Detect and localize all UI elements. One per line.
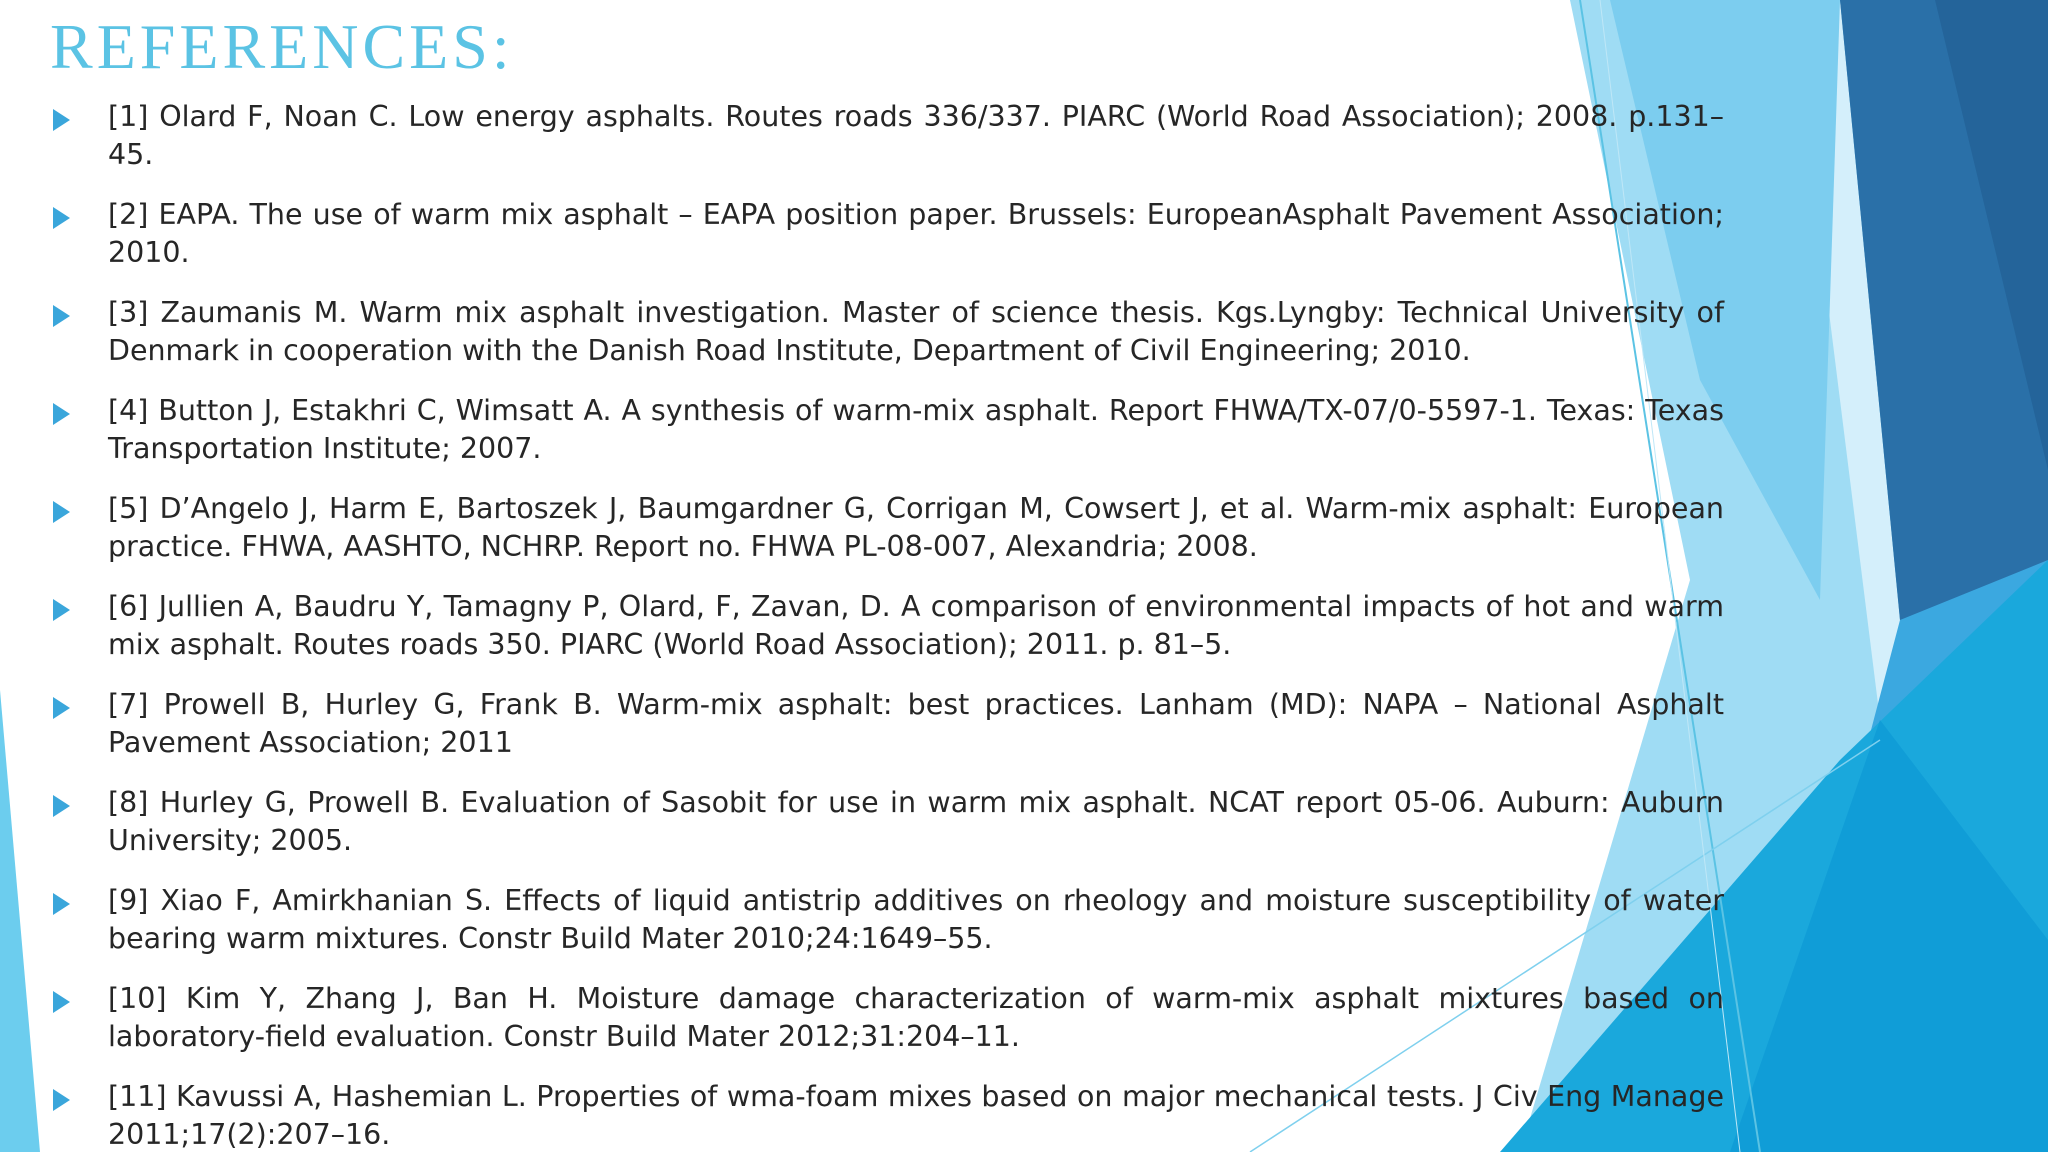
reference-item-2	[50, 194, 1724, 292]
reference-text: [4] Button J, Estakhri C, Wimsatt A. A synthesis of warm-mix asphalt. Report FHWA/TX-07/0-5597-1. Texas: Texas Transportation Institute; 2007.	[108, 394, 1724, 465]
bullet-arrow-icon	[53, 697, 70, 719]
reference-item-5	[50, 488, 1724, 586]
reference-list	[50, 96, 1724, 1174]
reference-item-10	[50, 978, 1724, 1076]
bullet-arrow-icon	[53, 501, 70, 523]
bullet-arrow-icon	[53, 207, 70, 229]
reference-text: [1] Olard F, Noan C. Low energy asphalts. Routes roads 336/337. PIARC (World Road Association); 2008. p.131–45.	[108, 100, 1724, 171]
reference-item-1	[50, 96, 1724, 194]
reference-text: [5] D’Angelo J, Harm E, Bartoszek J, Baumgardner G, Corrigan M, Cowsert J, et al. Warm-mix asphalt: European practice. FHWA, AASHTO, NCHRP. Report no. FHWA PL-08-007, Alexandria; 2008.	[108, 492, 1724, 563]
reference-text: [9] Xiao F, Amirkhanian S. Effects of liquid antistrip additives on rheology and moisture susceptibility of water bearing warm mixtures. Constr Build Mater 2010;24:1649–55.	[108, 884, 1724, 955]
reference-item-3	[50, 292, 1724, 390]
slide-title: REFERENCES:	[50, 11, 514, 82]
reference-text: [6] Jullien A, Baudru Y, Tamagny P, Olard, F, Zavan, D. A comparison of environmental impacts of hot and warm mix asphalt. Routes roads 350. PIARC (World Road Association); 2011. p. 81–5.	[108, 590, 1724, 661]
reference-item-6	[50, 586, 1724, 684]
reference-item-11	[50, 1076, 1724, 1174]
reference-item-9	[50, 880, 1724, 978]
bullet-arrow-icon	[53, 109, 70, 131]
bullet-arrow-icon	[53, 893, 70, 915]
bullet-arrow-icon	[53, 403, 70, 425]
reference-item-7	[50, 684, 1724, 782]
bullet-arrow-icon	[53, 795, 70, 817]
left-accent-sliver	[0, 690, 40, 1152]
reference-item-4	[50, 390, 1724, 488]
reference-text: [8] Hurley G, Prowell B. Evaluation of Sasobit for use in warm mix asphalt. NCAT report 05-06. Auburn: Auburn University; 2005.	[108, 786, 1724, 857]
reference-item-8	[50, 782, 1724, 880]
reference-text: [11] Kavussi A, Hashemian L. Properties of wma-foam mixes based on major mechanical tests. J Civ Eng Manage 2011;17(2):207–16.	[108, 1080, 1724, 1151]
bullet-arrow-icon	[53, 991, 70, 1013]
reference-text: [3] Zaumanis M. Warm mix asphalt investigation. Master of science thesis. Kgs.Lyngby: Technical University of Denmark in cooperation with the Danish Road Institute, Department of Civil Engineering; 2010.	[108, 296, 1724, 367]
reference-text: [7] Prowell B, Hurley G, Frank B. Warm-mix asphalt: best practices. Lanham (MD): NAPA – National Asphalt Pavement Association; 2011	[108, 688, 1724, 759]
reference-text: [10] Kim Y, Zhang J, Ban H. Moisture damage characterization of warm-mix asphalt mixtures based on laboratory-field evaluation. Constr Build Mater 2012;31:204–11.	[108, 982, 1724, 1053]
bullet-arrow-icon	[53, 1089, 70, 1111]
bullet-arrow-icon	[53, 599, 70, 621]
bullet-arrow-icon	[53, 305, 70, 327]
reference-text: [2] EAPA. The use of warm mix asphalt – EAPA position paper. Brussels: EuropeanAsphalt Pavement Association; 2010.	[108, 198, 1724, 269]
